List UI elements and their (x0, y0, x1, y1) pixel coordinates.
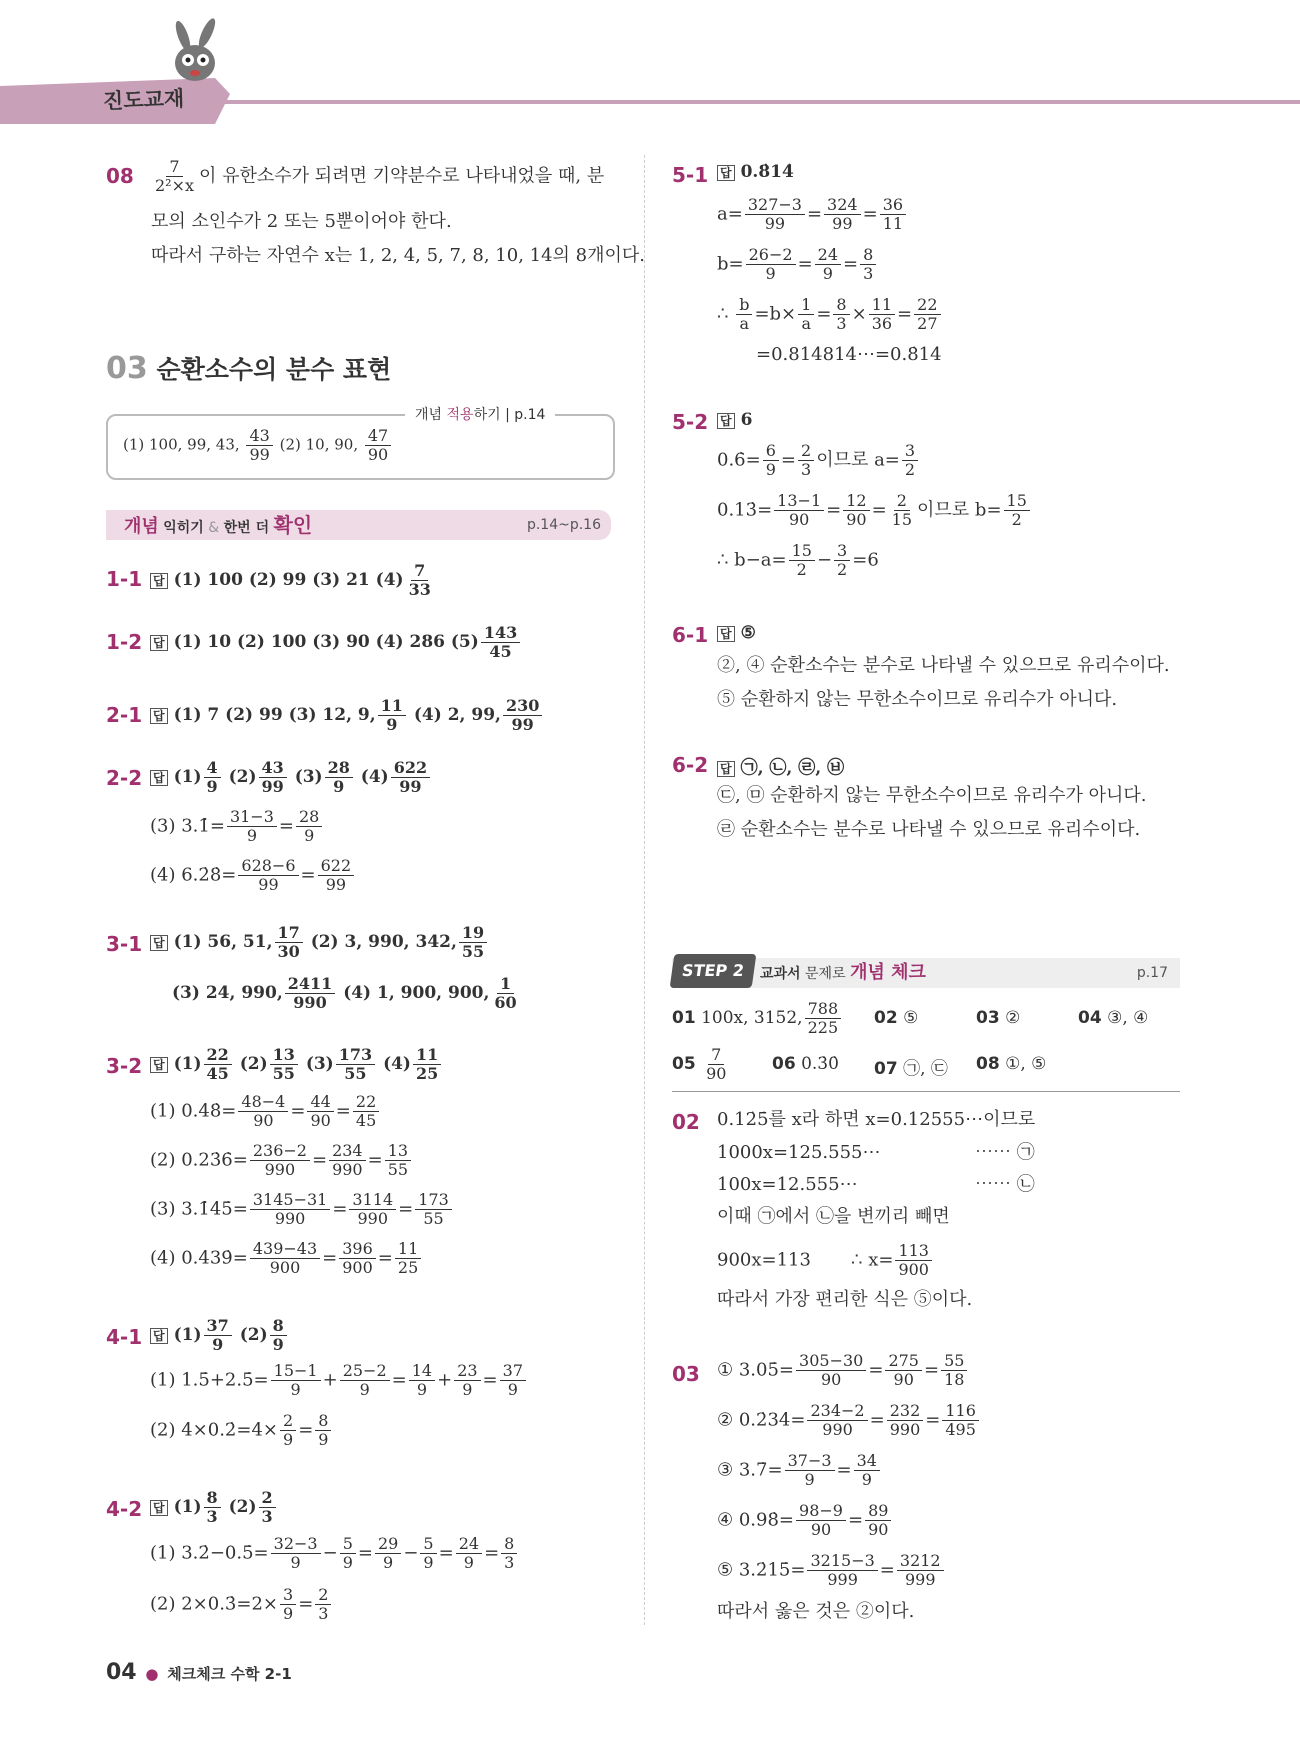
item-4-1-number: 4-1 (106, 1325, 143, 1349)
q03-row4: ④ 0.98̇= $\frac{98-9}{90}$ = $\frac{89}{90}$ (717, 1502, 893, 1539)
p08-number: 08 (106, 164, 134, 188)
item-3-2-line1: (1) 0.48̇= $\frac{48-4}{90}$ = $\frac{44}{90}$ = $\frac{22}{45}$ (150, 1093, 381, 1130)
grid-04: 04 ③, ④ (1078, 1008, 1149, 1028)
q03-row2: ② 0.2̇34̇= $\frac{234-2}{990}$ = $\frac{232}{990}$ = $\frac{116}{495}$ (717, 1402, 981, 1439)
item-5-2-number: 5-2 (672, 410, 709, 434)
item-3-2-line3: (3) 3.1̇45̇= $\frac{3145-31}{990}$ = $\frac{3114}{990}$ = $\frac{173}{55}$ (150, 1191, 454, 1228)
q02-line1: 0.12̇5̇를 x라 하면 x=0.12555⋯이므로 (717, 1109, 1036, 1130)
q03-row3: ③ 3.7̇= $\frac{37-3}{9}$ = $\frac{34}{9}$ (717, 1452, 882, 1489)
item-5-1-number: 5-1 (672, 163, 709, 187)
item-5-1-line-d: =0.814814⋯=0.8̇14̇ (756, 344, 942, 365)
header-label: 진도교재 (102, 86, 185, 114)
p08-line1: $\frac{7}{\text{2²×x}}$ 이 유한소수가 되려면 기약분수로 나타내었을 때, 분 (155, 157, 605, 195)
item-6-1-line1: ②, ④ 순환소수는 분수로 나타낼 수 있으므로 유리수이다. (717, 655, 1170, 676)
grid-01: 01 100x, 3152, $\frac{788}{225}$ (672, 1000, 843, 1037)
item-2-2-line2: (4) 6.2̇8̇= $\frac{628-6}{99}$ = $\frac{622}{99}$ (150, 857, 356, 894)
item-5-1-line-b: b= $\frac{26-2}{9}$ = $\frac{24}{9}$ = $\frac{8}{3}$ (717, 246, 878, 283)
p08-line3: 따라서 구하는 자연수 x는 1, 2, 4, 5, 7, 8, 10, 14의 8개이다. (151, 245, 645, 266)
answer-grid (672, 996, 1180, 1092)
concept-content: (1) 100, 99, 43, $\frac{43}{99}$ (2) 10, 90, $\frac{47}{90}$ (123, 427, 393, 464)
item-1-1-answer: 답 (1) 100 (2) 99 (3) 21 (4) $\frac{7}{33}$ (150, 562, 436, 599)
q02-mark2: ⋯⋯ ㉡ (975, 1174, 1035, 1195)
item-4-2-line2: (2) 2×0.3̇=2× $\frac{3}{9}$ = $\frac{2}{3}$ (150, 1586, 333, 1623)
item-3-2-line2: (2) 0.23̇6̇= $\frac{236-2}{990}$ = $\frac{234}{990}$ = $\frac{13}{55}$ (150, 1142, 413, 1179)
q02-mark1: ⋯⋯ ㉠ (975, 1142, 1035, 1163)
q03-conclusion: 따라서 옳은 것은 ②이다. (717, 1601, 915, 1622)
item-1-2-answer: 답 (1) 10 (2) 100 (3) 90 (4) 286 (5) $\frac{143}{45}$ (150, 624, 522, 661)
item-5-2-line3: ∴ b−a= $\frac{15}{2}$ − $\frac{3}{2}$ =6 (717, 541, 879, 579)
grid-06: 06 0.3̇0̇ (772, 1054, 839, 1074)
item-5-1-answer: 답 0.8̇14̇ (717, 162, 794, 182)
q03-number: 03 (672, 1362, 700, 1386)
concept-label: 개념 적용하기 | p.14 (405, 404, 555, 424)
item-6-1-number: 6-1 (672, 623, 709, 647)
item-5-1-line-a: a= $\frac{327-3}{99}$ = $\frac{324}{99}$ = $\frac{36}{11}$ (717, 196, 908, 233)
item-3-1-answer: 답 (1) 56, 51, $\frac{17}{30}$ (2) 3, 990, 342, $\frac{19}{55}$ (150, 924, 489, 961)
grid-02: 02 ⑤ (874, 1008, 919, 1028)
item-4-2-answer: 답 (1) $\frac{8}{3}$ (2) $\frac{2}{3}$ (150, 1489, 278, 1526)
q02-line5: 900x=113 ∴ x= $\frac{113}{900}$ (717, 1242, 934, 1279)
grid-07: 07 ㉠, ㉢ (874, 1059, 948, 1079)
item-2-1-number: 2-1 (106, 703, 143, 727)
step-band: STEP 2 교과서 문제로 개념 체크 p.17 (672, 958, 1180, 988)
item-1-1-number: 1-1 (106, 567, 143, 591)
book-title: 체크체크 수학 2-1 (167, 1665, 292, 1683)
section-number: 03 (106, 351, 148, 386)
item-6-2-answer: 답 ㉠, ㉡, ㉣, ㉥ (717, 753, 844, 778)
item-4-2-line1: (1) 3.2̇−0.5̇= $\frac{32-3}{9}$ − $\frac{5}{9}$ = $\frac{29}{9}$ − $\frac{5}{9}$ = $\frac{24}{9}$ = $\frac{8}{3}$ (150, 1535, 519, 1572)
step-badge: STEP 2 (670, 954, 757, 988)
item-3-2-number: 3-2 (106, 1054, 143, 1078)
item-2-1-answer: 답 (1) 7 (2) 99 (3) 12, 9, $\frac{11}{9}$ (4) 2, 99, $\frac{230}{99}$ (150, 697, 544, 734)
grid-03: 03 ② (976, 1008, 1021, 1028)
item-5-2-line1: 0.6̇= $\frac{6}{9}$ = $\frac{2}{3}$ 이므로 a= $\frac{3}{2}$ (717, 442, 920, 479)
item-6-2-number: 6-2 (672, 753, 709, 777)
item-2-2-number: 2-2 (106, 766, 143, 790)
item-6-1-answer: 답 ⑤ (717, 623, 756, 643)
q02-line4: 이때 ㉠에서 ㉡을 변끼리 빼면 (717, 1206, 950, 1227)
item-6-2-line2: ㉣ 순환소수는 분수로 나타낼 수 있으므로 유리수이다. (717, 819, 1141, 840)
q02-line6: 따라서 가장 편리한 식은 ⑤이다. (717, 1289, 973, 1310)
item-3-2-line4: (4) 0.439̇= $\frac{439-43}{900}$ = $\frac{396}{900}$ = $\frac{11}{25}$ (150, 1240, 423, 1277)
item-6-1-line2: ⑤ 순환하지 않는 무한소수이므로 유리수가 아니다. (717, 689, 1118, 710)
item-2-2-answer: 답 (1) $\frac{4}{9}$ (2) $\frac{43}{99}$ (3) $\frac{28}{9}$ (4) $\frac{622}{99}$ (150, 759, 432, 796)
footer (106, 1660, 292, 1685)
q02-line3: 100x=12.555⋯ (717, 1174, 858, 1195)
q03-row1: ① 3.05̇= $\frac{305-30}{90}$ = $\frac{275}{90}$ = $\frac{55}{18}$ (717, 1352, 969, 1389)
section-title-text: 순환소수의 분수 표현 (156, 355, 392, 384)
mascot-icon (155, 18, 235, 92)
section-band: 개념 익히기 & 한번 더 확인 p.14~p.16 (106, 510, 611, 540)
item-5-2-line2: 0.13̇= $\frac{13-1}{90}$ = $\frac{12}{90}$ = $\frac{2}{15}$ 이므로 b= $\frac{15}{2}$ (717, 492, 1032, 529)
section-title (106, 350, 391, 386)
column-divider (644, 155, 645, 1625)
grid-05: 05 $\frac{7}{90}$ (672, 1045, 727, 1083)
q02-line2: 1000x=125.555⋯ (717, 1142, 881, 1163)
item-6-2-line1: ㉢, ㉤ 순환하지 않는 무한소수이므로 유리수가 아니다. (717, 785, 1147, 806)
q02-number: 02 (672, 1110, 700, 1134)
item-3-1-number: 3-1 (106, 932, 143, 956)
item-2-2-line1: (3) 3.1̇= $\frac{31-3}{9}$ = $\frac{28}{9}$ (150, 808, 324, 845)
item-4-1-answer: 답 (1) $\frac{37}{9}$ (2) $\frac{8}{9}$ (150, 1317, 289, 1354)
q03-row5: ⑤ 3.2̇15̇= $\frac{3215-3}{999}$ = $\frac{3212}{999}$ (717, 1552, 946, 1589)
footer-dot: ● (145, 1665, 159, 1683)
item-4-1-line1: (1) 1.5̇+2.5̇= $\frac{15-1}{9}$ + $\frac{25-2}{9}$ = $\frac{14}{9}$ + $\frac{23}{9}$ = $\frac{37}{9}$ (150, 1362, 528, 1399)
grid-08: 08 ①, ⑤ (976, 1054, 1047, 1074)
item-5-2-answer: 답 6 (717, 410, 752, 430)
item-3-2-answer: 답 (1) $\frac{22}{45}$ (2) $\frac{13}{55}$ (3) $\frac{173}{55}$ (4) $\frac{11}{25}$ (150, 1046, 443, 1083)
item-4-2-number: 4-2 (106, 1497, 143, 1521)
item-5-1-line-c: ∴ $\frac{b}{a}$ =b× $\frac{1}{a}$ = $\frac{8}{3}$ × $\frac{11}{36}$ = $\frac{22}{27}$ (717, 296, 943, 333)
item-3-1-answer2: (3) 24, 990, $\frac{2411}{990}$ (4) 1, 900, 900, $\frac{1}{60}$ (172, 974, 517, 1012)
p08-line2: 모의 소인수가 2 또는 5뿐이어야 한다. (151, 211, 452, 232)
item-4-1-line2: (2) 4×0.2̇=4× $\frac{2}{9}$ = $\frac{8}{9}$ (150, 1412, 333, 1449)
item-1-2-number: 1-2 (106, 630, 143, 654)
page-number: 04 (106, 1660, 137, 1685)
